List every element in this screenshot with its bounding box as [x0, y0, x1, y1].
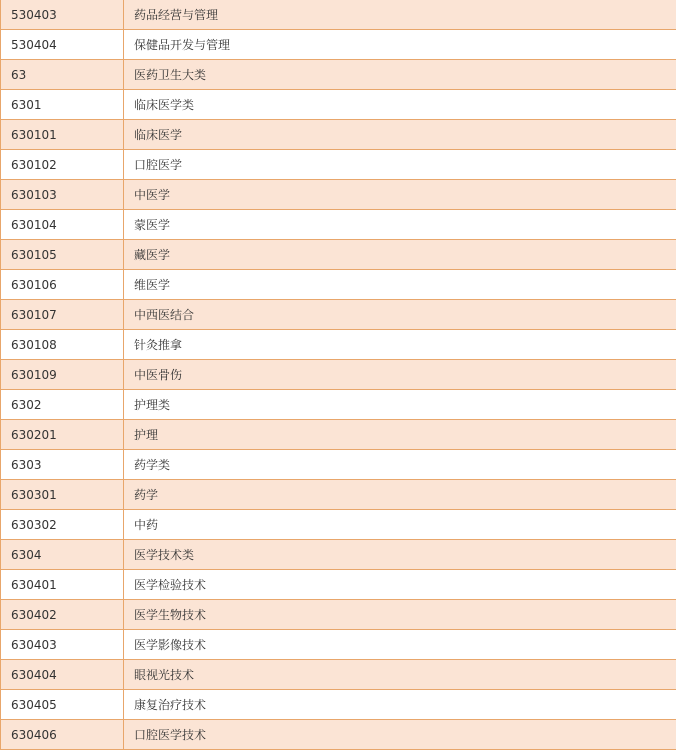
table-row [1, 600, 677, 630]
major-name-cell: 药品经营与管理 [124, 0, 677, 30]
table-row [1, 420, 677, 450]
major-name-cell: 临床医学类 [124, 90, 677, 120]
table-row [1, 360, 677, 390]
major-code-cell: 630402 [1, 600, 124, 630]
table-row [1, 300, 677, 330]
major-code-cell: 630109 [1, 360, 124, 390]
major-name-cell: 口腔医学 [124, 150, 677, 180]
major-name-cell: 蒙医学 [124, 210, 677, 240]
major-name-cell: 针灸推拿 [124, 330, 677, 360]
major-name-cell: 医药卫生大类 [124, 60, 677, 90]
major-code-cell: 530403 [1, 0, 124, 30]
major-code-cell: 630403 [1, 630, 124, 660]
major-code-cell: 530404 [1, 30, 124, 60]
table-body [1, 0, 677, 750]
major-code-cell: 630101 [1, 120, 124, 150]
major-name-cell: 保健品开发与管理 [124, 30, 677, 60]
major-code-cell: 630406 [1, 720, 124, 750]
major-name-cell: 医学技术类 [124, 540, 677, 570]
major-name-cell: 药学类 [124, 450, 677, 480]
table-row [1, 240, 677, 270]
major-code-cell: 6303 [1, 450, 124, 480]
table-row [1, 30, 677, 60]
table-row [1, 90, 677, 120]
major-code-cell: 63 [1, 60, 124, 90]
major-code-cell: 630404 [1, 660, 124, 690]
major-code-cell: 630405 [1, 690, 124, 720]
major-name-cell: 临床医学 [124, 120, 677, 150]
major-code-cell: 630106 [1, 270, 124, 300]
table-row [1, 120, 677, 150]
table-row [1, 660, 677, 690]
major-name-cell: 藏医学 [124, 240, 677, 270]
major-code-cell: 6301 [1, 90, 124, 120]
major-name-cell: 口腔医学技术 [124, 720, 677, 750]
table-row [1, 390, 677, 420]
major-name-cell: 护理 [124, 420, 677, 450]
major-name-cell: 中药 [124, 510, 677, 540]
major-name-cell: 医学生物技术 [124, 600, 677, 630]
major-name-cell: 中医骨伤 [124, 360, 677, 390]
major-name-cell: 眼视光技术 [124, 660, 677, 690]
table-row [1, 210, 677, 240]
table-row [1, 60, 677, 90]
major-name-cell: 康复治疗技术 [124, 690, 677, 720]
major-name-cell: 药学 [124, 480, 677, 510]
table-row [1, 690, 677, 720]
table-row [1, 150, 677, 180]
major-code-cell: 6302 [1, 390, 124, 420]
table-row [1, 0, 677, 30]
major-name-cell: 医学影像技术 [124, 630, 677, 660]
major-name-cell: 医学检验技术 [124, 570, 677, 600]
table-row [1, 540, 677, 570]
major-code-cell: 630102 [1, 150, 124, 180]
major-code-cell: 630104 [1, 210, 124, 240]
table-row [1, 330, 677, 360]
table-row [1, 270, 677, 300]
major-name-cell: 维医学 [124, 270, 677, 300]
major-code-cell: 630103 [1, 180, 124, 210]
major-code-cell: 630108 [1, 330, 124, 360]
table-row [1, 480, 677, 510]
table-row [1, 720, 677, 750]
major-code-cell: 630301 [1, 480, 124, 510]
table-row [1, 180, 677, 210]
major-code-cell: 630201 [1, 420, 124, 450]
table-row [1, 630, 677, 660]
major-code-cell: 6304 [1, 540, 124, 570]
major-name-cell: 中医学 [124, 180, 677, 210]
table-row [1, 510, 677, 540]
major-code-cell: 630107 [1, 300, 124, 330]
table-row [1, 570, 677, 600]
major-name-cell: 护理类 [124, 390, 677, 420]
table-row [1, 450, 677, 480]
major-code-cell: 630401 [1, 570, 124, 600]
major-code-cell: 630105 [1, 240, 124, 270]
major-name-cell: 中西医结合 [124, 300, 677, 330]
major-code-cell: 630302 [1, 510, 124, 540]
